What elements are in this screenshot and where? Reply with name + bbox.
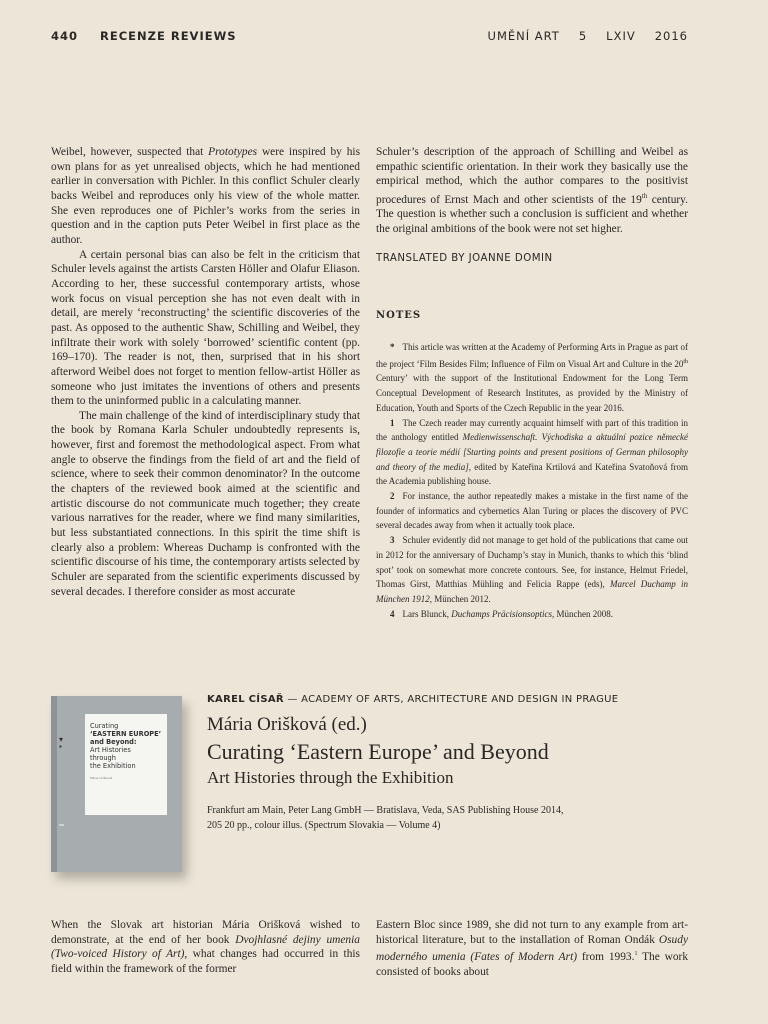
publisher-logo-icon: ▾ ▪	[59, 735, 64, 751]
note-item: 4 Lars Blunck, Duchamps Präcisionsoptics, München 2008.	[390, 608, 613, 619]
note-item: 1 The Czech reader may currently acquaint himself with part of this tradition in the anthology entitled Medienwissenschaft. Východiska a aktuální pozice německé filozofie a teorie médií [Starting points and present positions of German philosophy and theory of the media], edited by Kateřina Krtilová and Kateřina Svatoňová from the Academia publishing house.	[376, 417, 688, 487]
section-title: RECENZE REVIEWS	[100, 29, 237, 43]
book-spine	[51, 696, 57, 872]
left-text-column	[51, 145, 360, 599]
cover-mark	[59, 824, 64, 826]
book-title: Curating ‘Eastern Europe’ and Beyond	[207, 739, 549, 764]
right-text-column	[376, 145, 688, 621]
running-header-left	[51, 29, 259, 43]
running-header-right	[469, 29, 688, 43]
bottom-left-text-column	[51, 918, 360, 977]
journal-title: UMĚNÍ ART	[487, 29, 560, 43]
page-number: 440	[51, 29, 79, 43]
book-subtitle: Art Histories through the Exhibition	[207, 768, 454, 787]
book-cover-image	[51, 696, 182, 872]
reviewer-affiliation: — ACADEMY OF ARTS, ARCHITECTURE AND DESIGN IN PRAGUE	[283, 694, 619, 705]
paragraph: When the Slovak art historian Mária Orišková wished to demonstrate, at the end of her book Dvojhlasné dejiny umenia (Two-voiced History of Art), what changes had occurred in this field within the framework of the former	[51, 919, 360, 975]
paragraph: Schuler’s description of the approach of Schilling and Weibel as empathic scientific orientation. In their work they basically use the empirical method, which the author compares to the positivist procedures of Ernst Mach and other scientists of the 19th century. The question is whether such a conclusion is sufficient and whether the original ambitions of the book were not set higher.	[376, 146, 688, 236]
note-item: 2 For instance, the author repeatedly makes a mistake in the first name of the founder of informatics and cybernetics Alan Turing or places the discovery of PVC several decades away from when it actually took place.	[376, 491, 688, 531]
year: 2016	[654, 29, 688, 43]
book-cover-label: Curating ‘EASTERN EUROPE’ and Beyond: Art Histories through the Exhibition Mária Orišková	[85, 714, 167, 815]
note-item: 3 Schuler evidently did not manage to get hold of the publications that came out in 2012 for the anniversary of Duchamp’s stay in Munich, thanks to which this ‘blind spot’ took on somewhat more concrete contours. See, for instance, Helmut Friedel, Thomas Girst, Matthias Mühling and Felicia Rappe (eds), Marcel Duchamp in München 1912, München 2012.	[376, 535, 688, 604]
publication-details: Frankfurt am Main, Peter Lang GmbH — Bratislava, Veda, SAS Publishing House 2014, 205 20 pp., colour illus. (Spectrum Slovakia — Volume 4)	[207, 805, 564, 831]
reviewer-name: KAREL CÍSAŘ	[207, 694, 284, 705]
book-editor: Mária Orišková (ed.)	[207, 714, 367, 735]
paragraph: Eastern Bloc since 1989, she did not turn to any example from art-historical literature, but to the installation of Roman Ondák Osudy moderného umenia (Fates of Modern Art) from 1993.$^1$ The work consisted of books about	[376, 919, 689, 978]
volume-number: LXIV	[606, 29, 636, 43]
bottom-right-text-column	[376, 918, 688, 979]
notes-list	[376, 340, 688, 621]
reviewer-line	[207, 694, 618, 705]
paragraph: Weibel, however, suspected that Prototypes were inspired by his own plans for as yet unrealised objects, which he had mentioned earlier in conversation with Pichler. In this conflict Schuler clearly backs Weibel and reproduces only his view of the whole matter. She even reproduces one of Pichler’s works from the series in question and in the caption puts Peter Weibel in first place as the author.	[51, 146, 360, 246]
paragraph: A certain personal bias can also be felt in the criticism that Schuler levels against the artists Carsten Höller and Olafur Eliason. According to her, these successful contemporary artists, whose work focus on visual perception she has not even dealt with in detail, are merely ‘reconstructing’ the scientific discoveries of the past. As opposed to the authentic Shaw, Schilling and Weibel, they infiltrate their work with solely ‘borrowed’ scientific content (pp. 169–170). The reader is not, then, surprised that in his short afterword Weibel does not forget to mention fellow-artist Höller as someone who just imitates the inventions of others and presents them to the uninformed public in a calculating manner.	[51, 248, 360, 408]
notes-heading: NOTES	[376, 310, 422, 322]
note-item: * This article was written at the Academy of Performing Arts in Prague as part of the project ‘Film Besides Film; Influence of Film on Visual Art and Culture in the 20th Century’ with the support of the Institutional Endowment for the Long Term Conceptual Development of Research Institutes, as provided by the Ministry of Education, Youth and Sports of the Czech Republic in the year 2016.	[376, 342, 688, 413]
issue-number: 5	[578, 29, 588, 43]
translator-credit: TRANSLATED BY JOANNE DOMIN	[376, 252, 553, 264]
paragraph: The main challenge of the kind of interdisciplinary study that the book by Romana Karla Schuler undoubtedly represents is, however, first and foremost the methodological aspect. From what angle to observe the findings from the field of art and the field of science, where to seek their common denominator? In the outcome the chapters of the reviewed book aimed at the scientific and artistic discourse do not communicate much together; they create various narratives for the reader, where we find many similarities, but less substantiated connections. In this spirit the time shift is clearly also a problem: Whereas Duchamp is confronted with the scientific discourse of his time, the contemporary artists selected by Schuler are separated from the scientific experiments discussed by several decades. I therefore consider as most accurate	[51, 409, 360, 598]
